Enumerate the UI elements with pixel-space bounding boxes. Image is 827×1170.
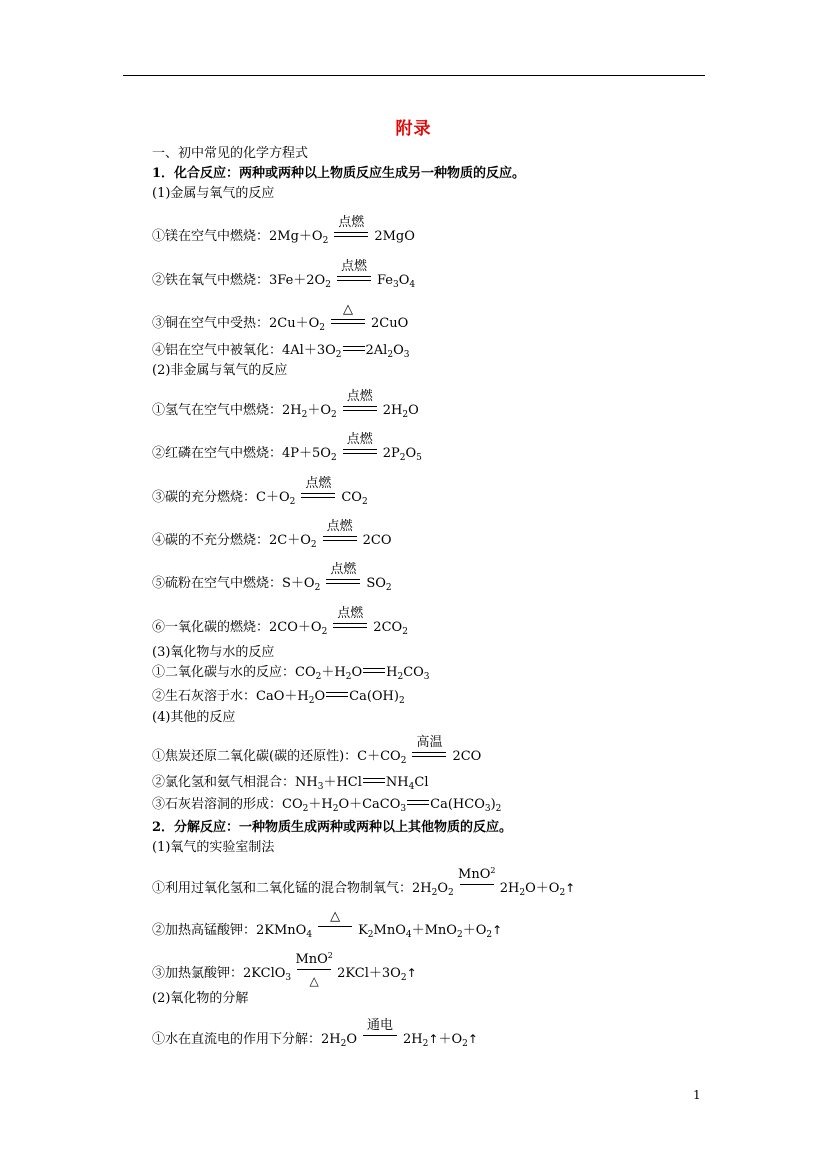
line-label: ③铜在空气中受热： [152, 316, 270, 331]
condition-above: 点燃 [330, 562, 357, 577]
line-label: (2)氧化物的分解 [152, 991, 249, 1006]
reactants: $CaO+H_2O$ [256, 689, 326, 706]
equation-line [152, 909, 503, 940]
reactants: $CO_2+H_2O$ [295, 665, 363, 682]
reaction-bar [412, 752, 446, 757]
reaction-condition [337, 259, 371, 284]
condition-above: 点燃 [305, 476, 332, 491]
condition-above: 点燃 [346, 389, 373, 404]
reactants: 2KMnO$_4$ [256, 923, 313, 940]
reaction-condition [318, 909, 352, 934]
equation-line [152, 866, 576, 898]
products: $2P_2O_5$ [382, 446, 422, 463]
reaction-bar [460, 884, 494, 885]
reaction-condition [323, 519, 357, 544]
reactants: 2KClO$_3$ [243, 966, 292, 983]
line-label: 2．分解反应：一种物质生成两种或两种以上其他物质的反应。 [152, 820, 513, 835]
reactants: $CO_2+H_2O+CaCO_3$ [282, 797, 407, 814]
equation-line [152, 951, 417, 988]
reaction-condition [458, 866, 496, 892]
line-label: ②加热高锰酸钾： [152, 923, 257, 938]
reactants: $2CO+O_2$ [269, 620, 328, 637]
reaction-condition [295, 951, 333, 988]
line-label: ②氯化氢和氨气相混合： [152, 775, 296, 790]
reactants: $C+CO_2$ [357, 749, 407, 766]
reactants: $3Fe+2O_2$ [269, 273, 331, 290]
reaction-bar [334, 232, 368, 237]
text-line [152, 840, 274, 856]
reaction-bar [331, 319, 365, 324]
equation-line [152, 432, 422, 463]
condition-above: 点燃 [326, 519, 353, 534]
condition-above: 点燃 [338, 215, 365, 230]
equation-line [152, 1018, 478, 1049]
line-label: ①氢气在空气中燃烧： [152, 403, 283, 418]
line-label: (3)氧化物与水的反应 [152, 645, 275, 660]
reactants: $C+O_2$ [256, 490, 296, 507]
condition-above: △ [330, 909, 341, 924]
products: 2CO [452, 749, 482, 764]
condition-above: 通电 [367, 1018, 394, 1033]
reaction-condition [326, 562, 360, 587]
reaction-bar [297, 969, 331, 970]
line-label: (2)非金属与氧气的反应 [152, 363, 288, 378]
page-number: 1 [693, 1088, 701, 1102]
line-label: (4)其他的反应 [152, 710, 236, 725]
reaction-condition [334, 215, 368, 240]
line-label: ③加热氯酸钾： [152, 966, 244, 981]
equals-sign [407, 800, 429, 805]
reaction-condition [343, 432, 377, 457]
reactants: $2C+O_2$ [269, 533, 317, 550]
products: $2Al_2O_3$ [365, 343, 410, 360]
line-label: ③碳的充分燃烧： [152, 490, 257, 505]
reaction-condition [363, 1018, 397, 1043]
products: $2CO_2$ [373, 620, 408, 637]
reaction-condition [301, 476, 335, 501]
products: 2CO [362, 533, 392, 548]
reactants: $NH_3+HCl$ [295, 775, 362, 792]
products: $Fe_3O_4$ [376, 273, 416, 290]
line-label: ④碳的不充分燃烧： [152, 533, 270, 548]
products: $NH_4Cl$ [385, 775, 429, 792]
equation-line [152, 259, 416, 290]
line-label: ⑤硫粉在空气中燃烧： [152, 576, 283, 591]
products: $2H_2O+O_2↑$ [499, 881, 576, 898]
equals-sign [363, 778, 385, 783]
text-line [152, 710, 235, 726]
equation-line [152, 519, 392, 550]
reaction-bar [318, 926, 352, 927]
text-line [152, 991, 248, 1007]
reactants: $2Cu+O_2$ [269, 316, 325, 333]
section-heading [152, 820, 512, 836]
products: $Ca(HCO_3)_2$ [430, 797, 502, 814]
reaction-condition [333, 606, 367, 631]
reactants: $2Mg+O_2$ [269, 229, 329, 246]
line-label: ①利用过氧化氢和二氧化锰的混合物制氧气： [152, 881, 413, 896]
condition-above: △ [343, 302, 353, 317]
products: $CO_2$ [341, 490, 368, 507]
line-label: ②铁在氧气中燃烧： [152, 273, 270, 288]
equation-line [152, 665, 430, 681]
reaction-condition [331, 302, 365, 327]
reactants: $S+O_2$ [282, 576, 321, 593]
equation-line [152, 215, 415, 246]
reaction-bar [343, 406, 377, 411]
condition-above: 点燃 [340, 259, 367, 274]
equation-line [152, 735, 482, 766]
text-line [152, 146, 308, 162]
products: 2CuO [371, 316, 409, 331]
equation-line [152, 775, 428, 791]
reaction-condition [412, 735, 446, 760]
products: $2H_2↑+O_2↑$ [403, 1032, 478, 1049]
line-label: ①焦炭还原二氧化碳(碳的还原性)： [152, 749, 358, 764]
equals-sign [326, 692, 348, 697]
line-label: ①二氧化碳与水的反应： [152, 665, 296, 680]
condition-below: △ [309, 974, 319, 988]
condition-above: 点燃 [346, 432, 373, 447]
reaction-bar [343, 449, 377, 454]
reactants: $2H_2+O_2$ [282, 403, 337, 420]
reaction-bar [333, 623, 367, 628]
products: $2KCl+3O_2↑$ [337, 966, 417, 983]
reactants: $4P+5O_2$ [282, 446, 337, 463]
products: $2H_2O$ [382, 403, 419, 420]
condition-above: MnO$^2$ [295, 951, 333, 967]
condition-above: MnO$^2$ [458, 866, 496, 882]
equation-line [152, 302, 409, 333]
equation-line [152, 606, 408, 637]
line-label: ④铝在空气中被氧化： [152, 343, 283, 358]
equation-line [152, 797, 501, 813]
reaction-bar [301, 493, 335, 498]
equals-sign [363, 668, 385, 673]
reaction-condition [343, 389, 377, 414]
products: 2MgO [374, 229, 415, 244]
equation-line [152, 389, 419, 420]
equation-line [152, 476, 368, 507]
reactants: $4Al+3O_2$ [282, 343, 342, 360]
line-label: (1)氧气的实验室制法 [152, 840, 275, 855]
line-label: ①水在直流电的作用下分解： [152, 1032, 322, 1047]
reactants: $2H_2O$ [321, 1032, 358, 1049]
line-label: ②生石灰溶于水： [152, 689, 257, 704]
page-title: 附录 [395, 119, 432, 139]
reactants: $2H_2O_2$ [412, 881, 454, 898]
line-label: (1)金属与氧气的反应 [152, 186, 275, 201]
header-rule [123, 75, 705, 76]
text-line [152, 645, 274, 661]
condition-above: 点燃 [337, 606, 364, 621]
line-label: 1．化合反应：两种或两种以上物质反应生成另一种物质的反应。 [152, 166, 526, 181]
line-label: 一、初中常见的化学方程式 [152, 146, 309, 161]
equation-line [152, 689, 405, 705]
equation-line [152, 562, 392, 593]
text-line [152, 186, 274, 202]
products: $K_2MnO_4+MnO_2+O_2↑$ [358, 923, 503, 940]
line-label: ⑥一氧化碳的燃烧： [152, 620, 270, 635]
line-label: ①镁在空气中燃烧： [152, 229, 270, 244]
reaction-bar [326, 579, 360, 584]
equation-line [152, 343, 409, 359]
reaction-bar [363, 1035, 397, 1036]
line-label: ③石灰岩溶洞的形成： [152, 797, 283, 812]
section-heading [152, 166, 525, 182]
condition-above: 高温 [416, 735, 443, 750]
reaction-bar [337, 276, 371, 281]
text-line [152, 363, 287, 379]
products: $Ca(OH)_2$ [349, 689, 405, 706]
equals-sign [343, 346, 365, 351]
line-label: ②红磷在空气中燃烧： [152, 446, 283, 461]
products: $SO_2$ [366, 576, 392, 593]
products: $H_2CO_3$ [386, 665, 430, 682]
reaction-bar [323, 536, 357, 541]
